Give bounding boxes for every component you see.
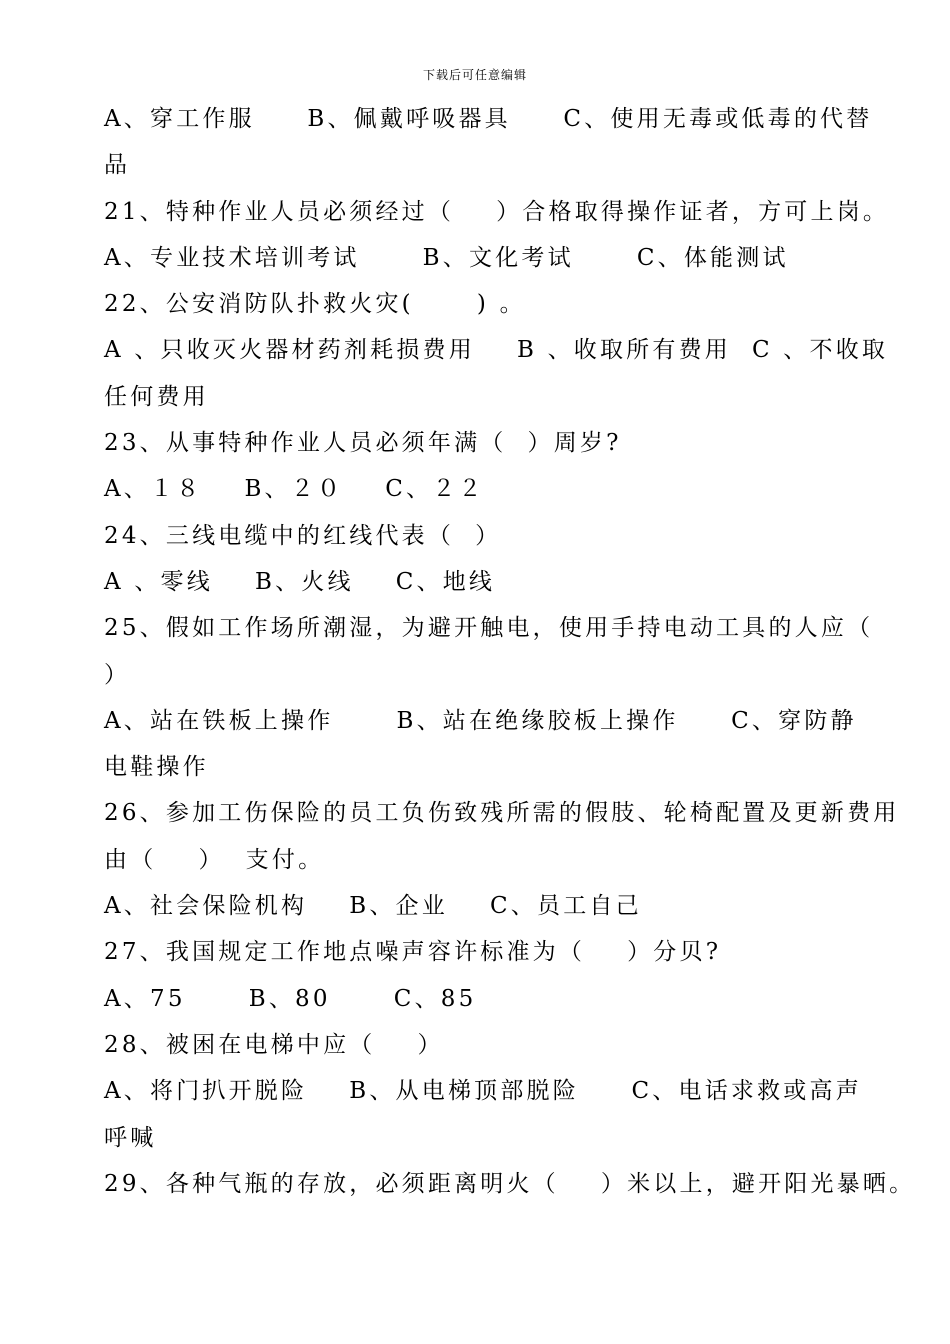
question-21-options: A、专业技术培训考试 B、文化考试 C、体能测试 [104,244,789,271]
question-28-options-line-1: A、将门扒开脱险 B、从电梯顶部脱险 C、电话求救或高声 [104,1078,862,1105]
question-26-line-2: 由（ ） 支付。 [104,846,325,873]
question-24: 24、三线电缆中的红线代表（ ） [104,522,502,549]
question-22: 22、公安消防队扑救火灾( ) 。 [104,291,526,318]
document-body [104,96,916,1207]
page-header: 下载后可任意编辑 [422,68,527,82]
question-26-options: A、社会保险机构 B、企业 C、员工自己 [104,893,642,920]
question-21: 21、特种作业人员必须经过（ ）合格取得操作证者，方可上岗。 [104,198,890,225]
question-23-options: A、１８ B、２０ C、２２ [104,476,485,503]
question-26-line-1: 26、参加工伤保险的员工负伤致残所需的假肢、轮椅配置及更新费用 [104,800,900,827]
question-20-options-line-1: A、穿工作服 B、佩戴呼吸器具 C、使用无毒或低毒的代替 [104,106,873,132]
question-22-options-line-1: A 、只收灭火器材药剂耗损费用 B 、收取所有费用 C 、不收取 [104,337,889,364]
question-29: 29、各种气瓶的存放，必须距离明火（ ）米以上，避开阳光暴晒。 [104,1170,916,1197]
question-28: 28、被困在电梯中应（ ） [104,1031,444,1058]
question-23: 23、从事特种作业人员必须年满（ ）周岁? [104,430,622,457]
question-24-options: A 、零线 B、火线 C、地线 [104,568,496,595]
question-25-options-line-1: A、站在铁板上操作 B、站在绝缘胶板上操作 C、穿防静 [104,707,857,734]
question-27: 27、我国规定工作地点噪声容许标准为（ ）分贝? [104,939,722,966]
question-22-options-line-2: 任何费用 [104,383,209,410]
question-25-line-1: 25、假如工作场所潮湿，为避开触电，使用手持电动工具的人应（ [104,615,874,642]
question-20-options-line-2: 品 [104,152,131,179]
question-27-options: A、75 B、80 C、85 [104,985,477,1012]
question-28-options-line-2: 呼喊 [104,1124,157,1151]
question-25-options-line-2: 电鞋操作 [104,754,209,781]
question-25-line-2: ） [104,661,131,688]
